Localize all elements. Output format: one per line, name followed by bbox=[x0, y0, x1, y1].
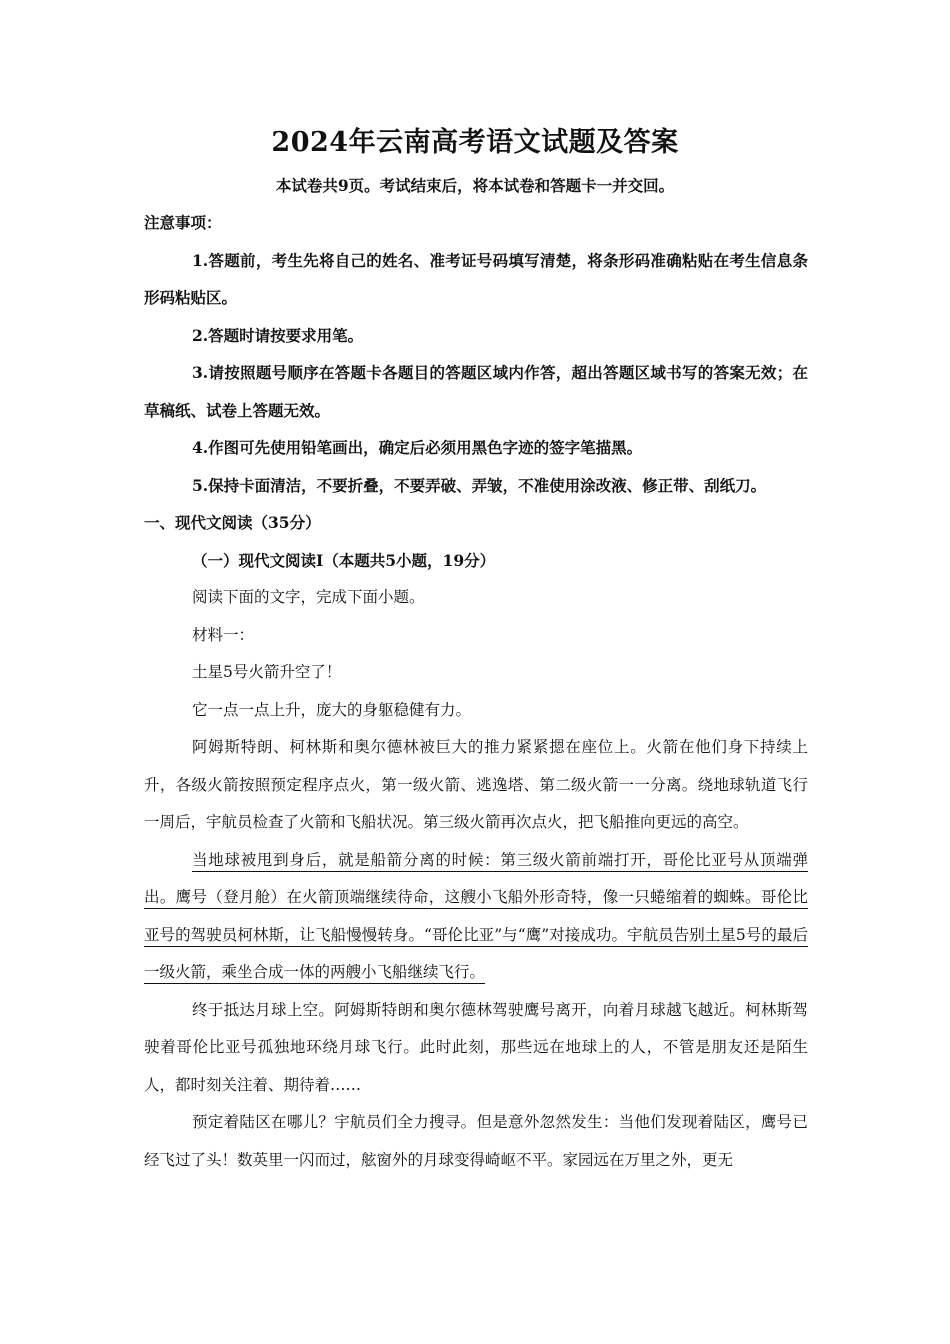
paragraph: 终于抵达月球上空。阿姆斯特朗和奥尔德林驾驶鹰号离开，向着月球越飞越近。柯林斯驾驶着哥伦比亚号孤独地环绕月球飞行。此时此刻，那些远在地球上的人，不管是朋友还是陌生人，都时刻关注着、期待着…… bbox=[144, 1000, 808, 1094]
notice-item-3: 3.请按照题号顺序在答题卡各题目的答题区域内作答，超出答题区域书写的答案无效；在草稿纸、试卷上答题无效。 bbox=[144, 363, 808, 420]
document-body bbox=[144, 204, 808, 1179]
paragraph: 它一点一点上升，庞大的身躯稳健有力。 bbox=[192, 700, 472, 719]
notice-item-4: 4.作图可先使用铅笔画出，确定后必须用黑色字迹的签字笔描黑。 bbox=[192, 438, 643, 457]
paragraph: 阿姆斯特朗、柯林斯和奥尔德林被巨大的推力紧紧摁在座位上。火箭在他们身下持续上升，各级火箭按照预定程序点火，第一级火箭、逃逸塔、第二级火箭一一分离。绕地球轨道飞行一周后，宇航员检查了火箭和飞船状况。第三级火箭再次点火，把飞船推向更远的高空。 bbox=[144, 738, 808, 831]
material-label: 材料一： bbox=[192, 625, 255, 644]
subsection-heading: （一）现代文阅读Ⅰ（本题共5小题，19分） bbox=[192, 550, 496, 570]
paragraph: 土星5号火箭升空了！ bbox=[192, 663, 342, 681]
section-heading: 一、现代文阅读（35分） bbox=[144, 513, 321, 532]
notice-item-2: 2.答题时请按要求用笔。 bbox=[192, 325, 364, 345]
notice-heading: 注意事项： bbox=[144, 213, 222, 232]
paragraph: 预定着陆区在哪儿？宇航员们全力搜寻。但是意外忽然发生：当他们发现着陆区，鹰号已经飞过了头！数英里一闪而过，舷窗外的月球变得崎岖不平。家园远在万里之外，更无 bbox=[144, 1113, 808, 1169]
document-title: 2024年云南高考语文试题及答案 bbox=[271, 127, 679, 158]
notice-item-5: 5.保持卡面清洁，不要折叠，不要弄破、弄皱，不准使用涂改液、修正带、刮纸刀。 bbox=[192, 475, 767, 495]
document-subtitle: 本试卷共9页。考试结束后，将本试卷和答题卡一并交回。 bbox=[275, 176, 675, 195]
underlined-paragraph: 当地球被甩到身后，就是船箭分离的时候：第三级火箭前端打开，哥伦比亚号从顶端弹出。鹰号（登月舱）在火箭顶端继续待命，这艘小飞船外形奇特，像一只蜷缩着的蜘蛛。哥伦比亚号的驾驶员柯林斯，让飞船慢慢转身。“哥伦比亚”与“鹰”对接成功。宇航员告别土星5号的最后一级火箭，乘坐合成一体的两艘小飞船继续飞行。 bbox=[144, 850, 808, 981]
notice-item-1: 1.答题前，考生先将自己的姓名、准考证号码填写清楚，将条形码准确粘贴在考生信息条形码粘贴区。 bbox=[144, 250, 808, 307]
instruction-text: 阅读下面的文字，完成下面小题。 bbox=[192, 588, 425, 606]
